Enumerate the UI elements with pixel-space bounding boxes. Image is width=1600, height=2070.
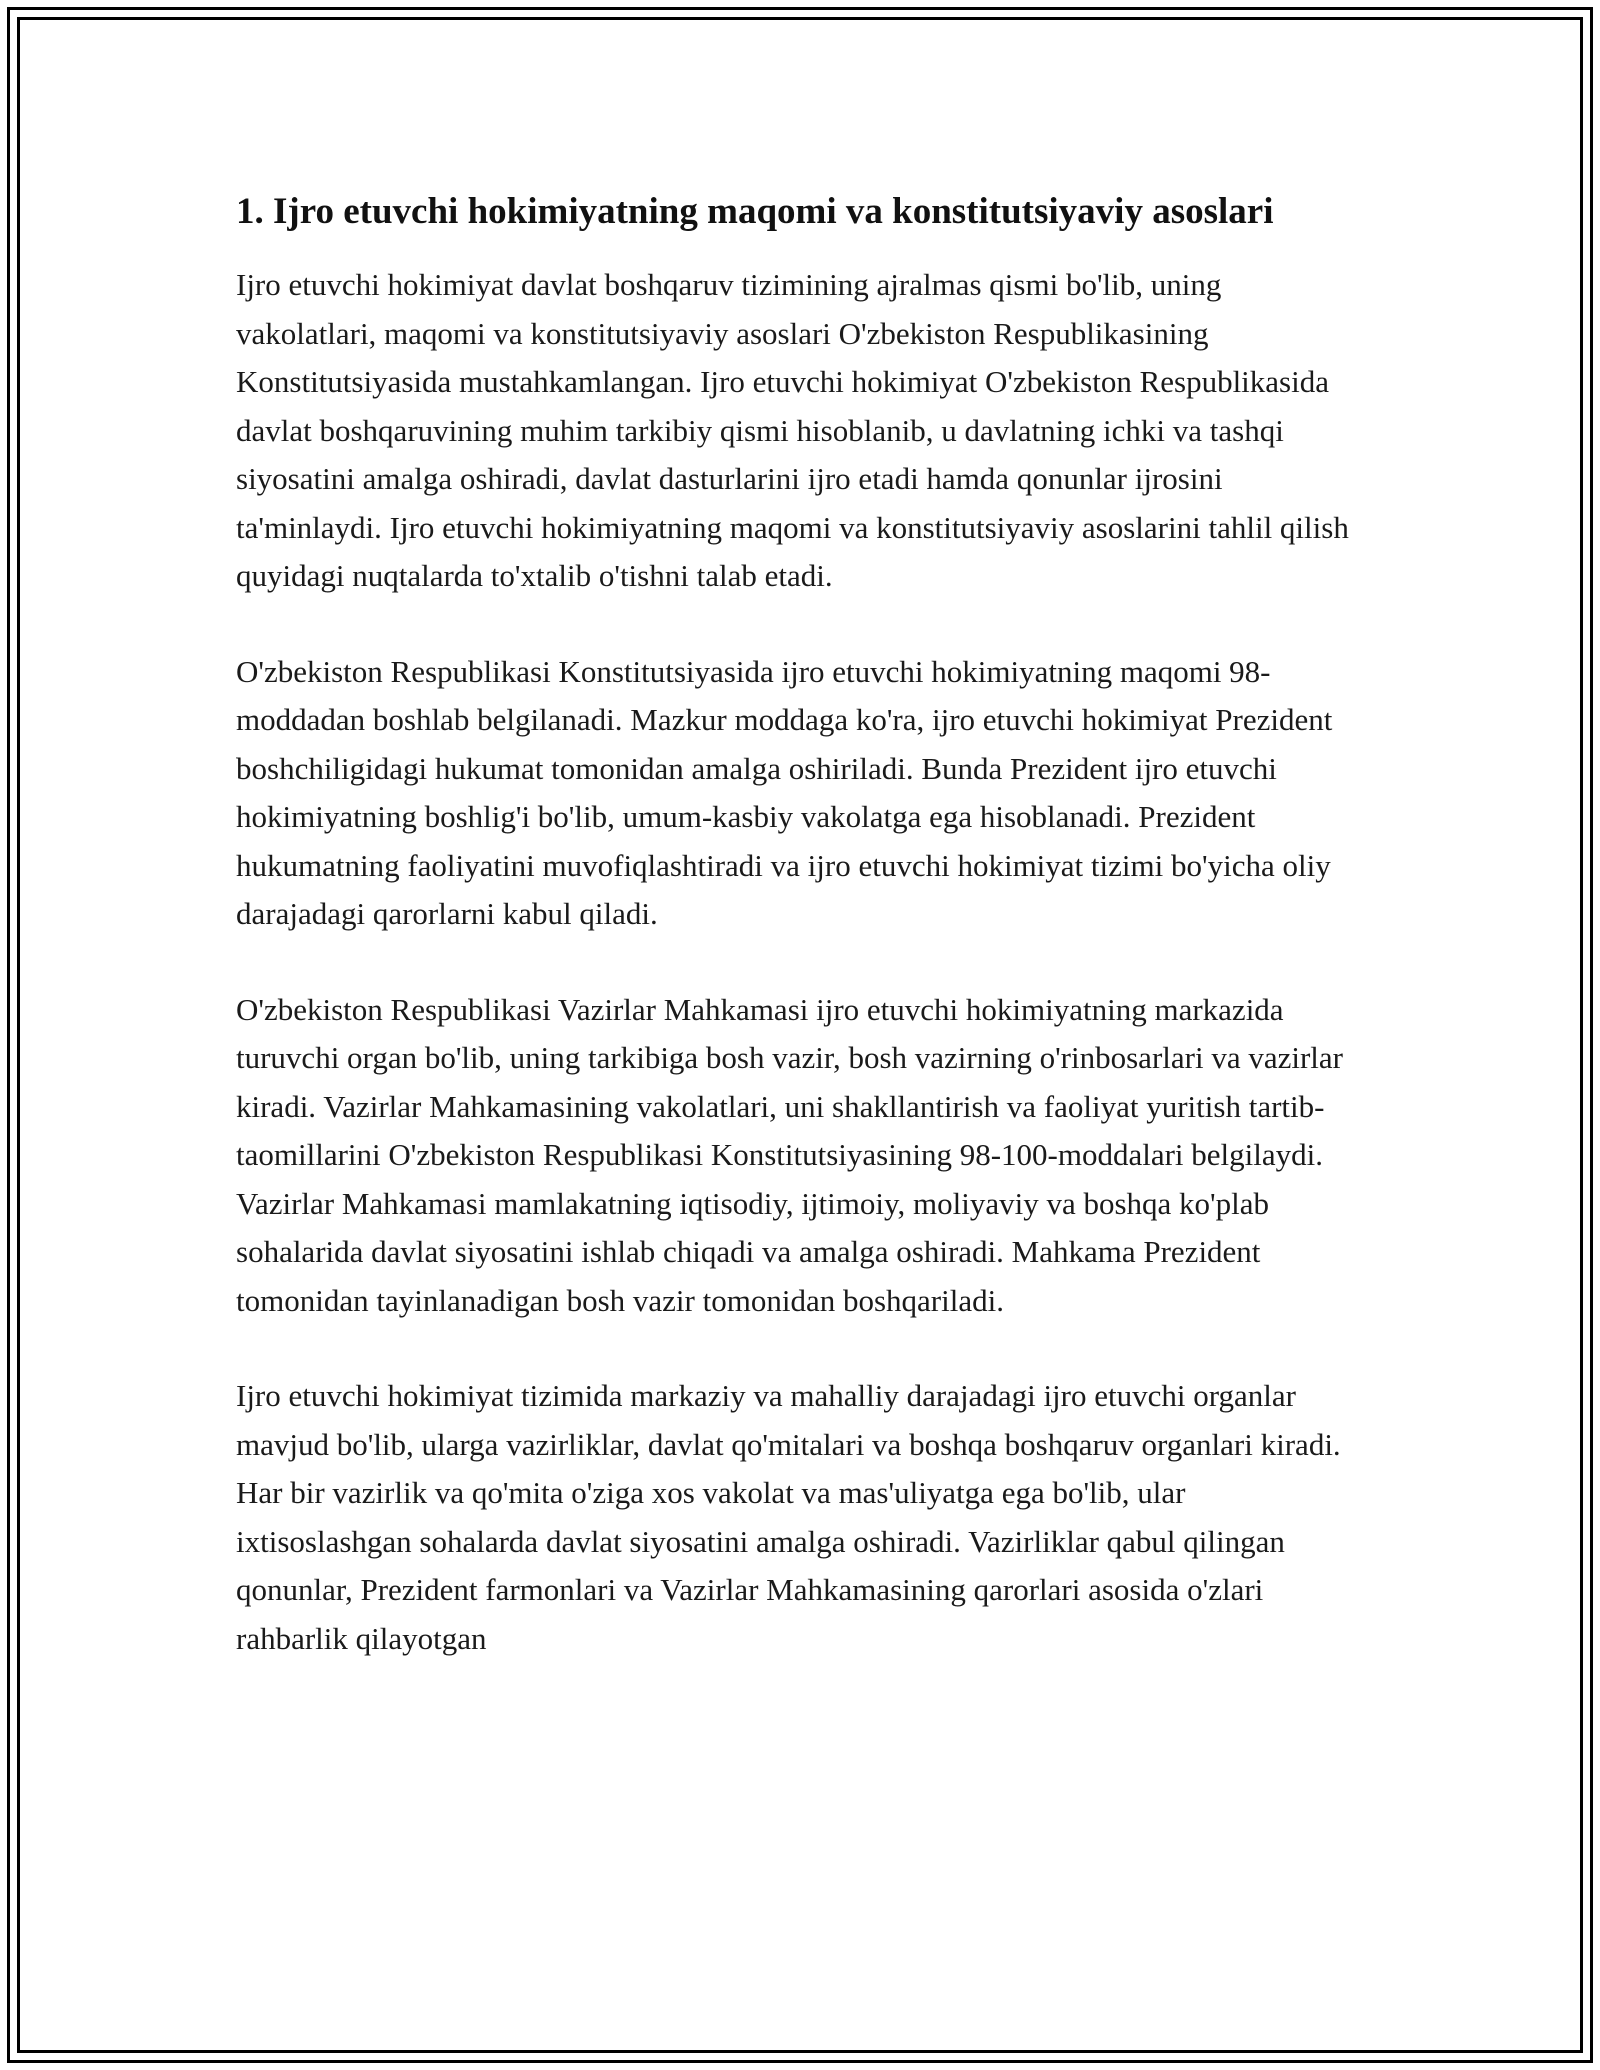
document-body xyxy=(236,184,1368,1710)
section-heading: 1. Ijro etuvchi hokimiyatning maqomi va konstitutsiyaviy asoslari xyxy=(236,191,1274,232)
paragraph-3: O'zbekiston Respublikasi Vazirlar Mahkamasi ijro etuvchi hokimiyatning markazida turuvchi organ bo'lib, uning tarkibiga bosh vazir, bosh vazirning o'rinbosarlari va vazirlar kiradi. Vazirlar Mahkamasining vakolatlari, uni shakllantirish va faoliyat yuritish tartib-taomillarini O'zbekiston Respublikasi Konstitutsiyasining 98-100-moddalari belgilaydi. Vazirlar Mahkamasi mamlakatning iqtisodiy, ijtimoiy, moliyaviy va boshqa ko'plab sohalarida davlat siyosatini ishlab chiqadi va amalga oshiradi. Mahkama Prezident tomonidan tayinlanadigan bosh vazir tomonidan boshqariladi. xyxy=(236,991,1343,1318)
paragraph-2: O'zbekiston Respublikasi Konstitutsiyasida ijro etuvchi hokimiyatning maqomi 98-moddadan boshlab belgilanadi. Mazkur moddaga ko'ra, ijro etuvchi hokimiyat Prezident boshchiligidagi hukumat tomonidan amalga oshiriladi. Bunda Prezident ijro etuvchi hokimiyatning boshlig'i bo'lib, umum-kasbiy vakolatga ega hisoblanadi. Prezident hukumatning faoliyatini muvofiqlashtiradi va ijro etuvchi hokimiyat tizimi bo'yicha oliy darajadagi qarorlarni kabul qiladi. xyxy=(236,653,1333,931)
paragraph-4: Ijro etuvchi hokimiyat tizimida markaziy va mahalliy darajadagi ijro etuvchi organlar mavjud bo'lib, ularga vazirliklar, davlat qo'mitalari va boshqa boshqaruv organlari kiradi. Har bir vazirlik va qo'mita o'ziga xos vakolat va mas'uliyatga ega bo'lib, ular ixtisoslashgan sohalarda davlat siyosatini amalga oshiradi. Vazirliklar qabul qilingan qonunlar, Prezident farmonlari va Vazirlar Mahkamasining qarorlari asosida o'zlari rahbarlik qilayotgan xyxy=(236,1378,1341,1656)
paragraph-1: Ijro etuvchi hokimiyat davlat boshqaruv tizimining ajralmas qismi bo'lib, uning vakolatlari, maqomi va konstitutsiyaviy asoslari O'zbekiston Respublikasining Konstitutsiyasida mustahkamlangan. Ijro etuvchi hokimiyat O'zbekiston Respublikasida davlat boshqaruvining muhim tarkibiy qismi hisoblanib, u davlatning ichki va tashqi siyosatini amalga oshiradi, davlat dasturlarini ijro etadi hamda qonunlar ijrosini ta'minlaydi. Ijro etuvchi hokimiyatning maqomi va konstitutsiyaviy asoslarini tahlil qilish quyidagi nuqtalarda to'xtalib o'tishni talab etadi. xyxy=(236,267,1349,593)
